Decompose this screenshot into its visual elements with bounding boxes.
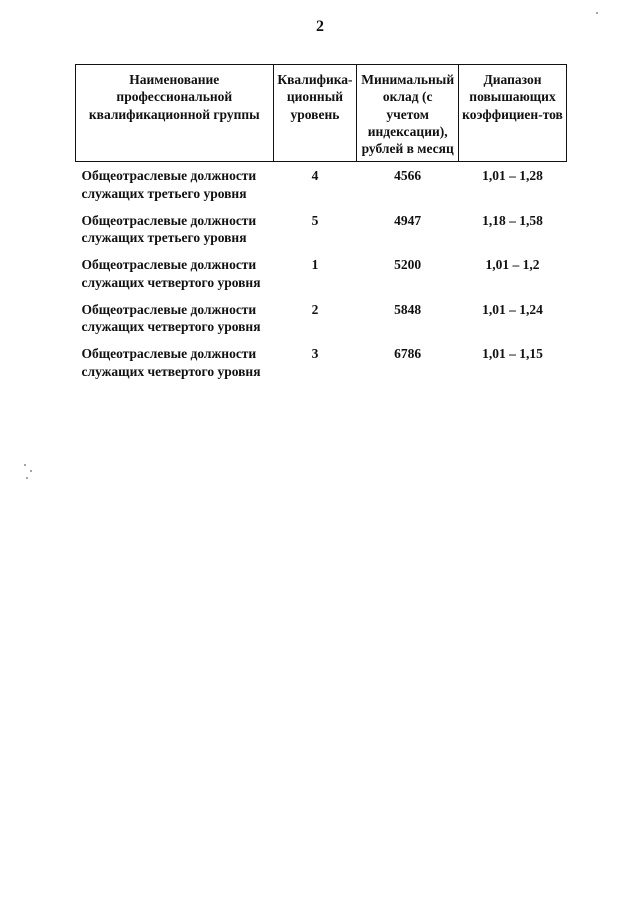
header-group-name: Наименование профессиональной квалификационной группы	[76, 65, 274, 162]
scan-speck	[24, 464, 26, 466]
header-qualification-level: Квалифика-ционный уровень	[273, 65, 357, 162]
scan-speck	[26, 477, 28, 479]
cell-coefficient-range: 1,01 – 1,2	[485, 257, 540, 273]
cell-group-name: Общеотраслевые должности служащих третьего уровня	[81, 212, 257, 246]
cell-qualification-level: 3	[311, 346, 319, 362]
cell-group-name: Общеотраслевые должности служащих четвертого уровня	[81, 257, 261, 290]
cell-minimum-salary: 5848	[394, 301, 422, 317]
cell-group-name: Общеотраслевые должности служащих четвертого уровня	[81, 301, 261, 335]
header-minimum-salary: Минимальный оклад (с учетом индексации), рублей в месяц	[357, 65, 459, 162]
page-number: 2	[316, 18, 324, 35]
table-header	[76, 65, 567, 162]
cell-coefficient-range: 1,01 – 1,28	[482, 168, 543, 184]
cell-minimum-salary: 6786	[394, 346, 422, 362]
cell-coefficient-range: 1,01 – 1,24	[482, 301, 543, 317]
cell-minimum-salary: 4566	[394, 168, 422, 184]
table-body	[76, 162, 567, 380]
header-coefficient-range: Диапазон повышающих коэффициен-тов	[459, 65, 567, 162]
cell-qualification-level: 4	[311, 168, 319, 184]
scan-speck	[596, 12, 598, 14]
cell-qualification-level: 1	[311, 257, 319, 273]
cell-qualification-level: 2	[311, 301, 319, 317]
cell-minimum-salary: 4947	[394, 212, 422, 228]
cell-group-name: Общеотраслевые должности служащих четвертого уровня	[81, 346, 261, 379]
table-row	[76, 162, 567, 202]
table-row	[76, 291, 567, 336]
table-row	[76, 246, 567, 291]
cell-coefficient-range: 1,18 – 1,58	[482, 212, 543, 228]
table-row	[76, 202, 567, 247]
table-row	[76, 335, 567, 380]
cell-qualification-level: 5	[311, 212, 319, 228]
cell-coefficient-range: 1,01 – 1,15	[482, 346, 543, 362]
table-header-row	[76, 65, 567, 162]
cell-group-name: Общеотраслевые должности служащих третьего уровня	[81, 168, 257, 201]
scan-speck	[30, 470, 32, 472]
qualification-table	[75, 64, 567, 380]
cell-minimum-salary: 5200	[394, 257, 422, 273]
